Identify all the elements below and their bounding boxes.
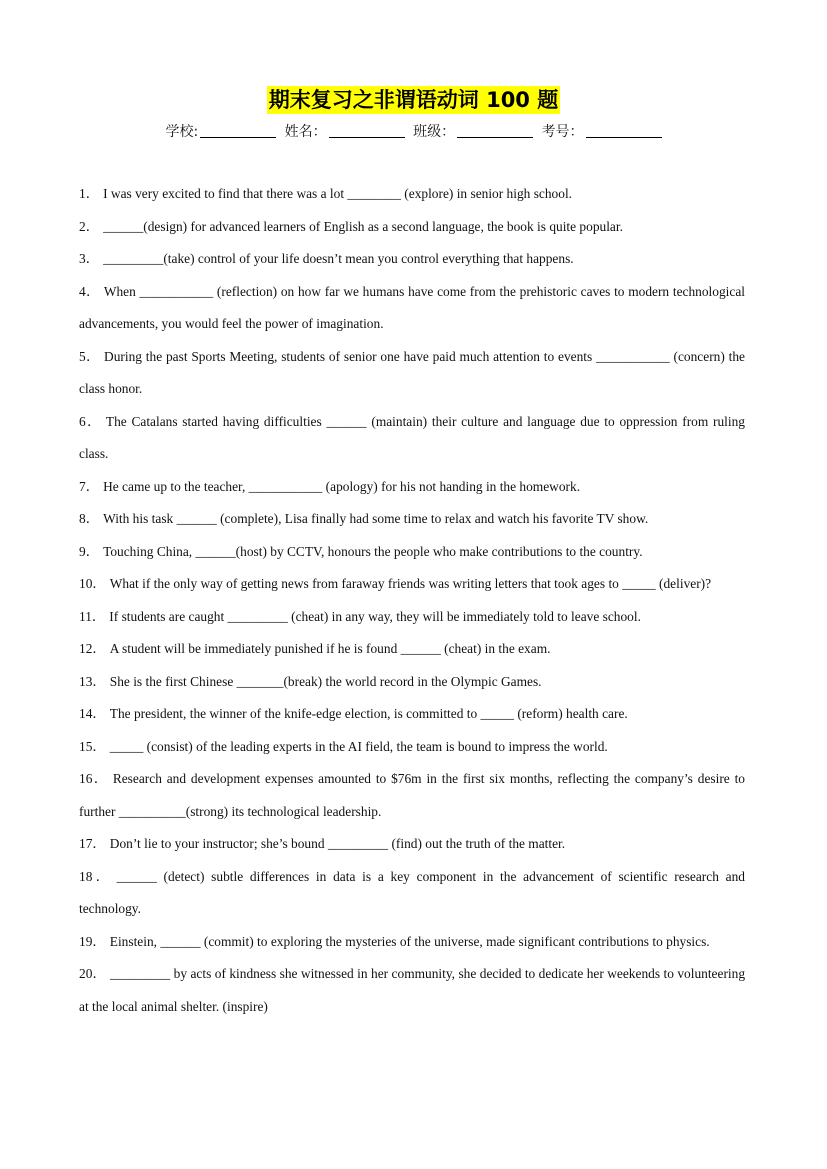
question-number: 2． bbox=[79, 218, 100, 234]
question-text: _________ by acts of kindness she witnessed in her community, she decided to dedicate her weekends to volunteering at the local animal shelter. (inspire) bbox=[79, 966, 746, 1014]
question-text: Don’t lie to your instructor; she’s bound _________ (find) out the truth of the matter. bbox=[109, 836, 566, 851]
exam-number-field bbox=[542, 122, 662, 142]
question-item bbox=[79, 698, 745, 731]
question-text: _____ (consist) of the leading experts in the AI field, the team is bound to impress the world. bbox=[109, 738, 608, 754]
question-item bbox=[79, 276, 745, 341]
question-number: 1． bbox=[79, 186, 100, 201]
question-text: Touching China, ______(host) by CCTV, honours the people who make contributions to the country. bbox=[103, 543, 643, 559]
question-number: 16． bbox=[79, 771, 109, 786]
question-item bbox=[79, 536, 745, 569]
question-number: 5． bbox=[79, 348, 101, 364]
question-list bbox=[79, 178, 745, 1023]
question-text: Research and development expenses amounted to $76m in the first six months, reflecting the company’s desire to further __________(strong) its technological leadership. bbox=[79, 771, 745, 819]
question-number: 19． bbox=[79, 933, 106, 949]
question-text: Einstein, ______ (commit) to exploring the mysteries of the universe, made significant contributions to physics. bbox=[109, 933, 710, 949]
question-number: 4． bbox=[79, 283, 100, 299]
question-number: 6． bbox=[79, 413, 102, 429]
question-number: 8． bbox=[79, 511, 100, 526]
name-label: 姓名： bbox=[284, 124, 327, 140]
question-number: 12． bbox=[79, 641, 106, 656]
title-wrap bbox=[0, 86, 827, 114]
question-item bbox=[79, 731, 745, 764]
question-text: The president, the winner of the knife-edge election, is committed to _____ (reform) health care. bbox=[109, 706, 628, 721]
question-text: _________(take) control of your life doesn’t mean you control everything that happens. bbox=[103, 251, 574, 266]
exam-number-label: 考号： bbox=[541, 124, 584, 140]
page-title: 期末复习之非谓语动词 100 题 bbox=[268, 88, 559, 112]
question-text: I was very excited to find that there was a lot ________ (explore) in senior high school. bbox=[103, 186, 573, 201]
question-item bbox=[79, 828, 745, 861]
exam-number-blank bbox=[586, 123, 662, 138]
question-number: 10． bbox=[79, 576, 106, 591]
question-number: 9． bbox=[79, 543, 100, 559]
school-label: 学校: bbox=[165, 124, 199, 140]
question-text: During the past Sports Meeting, students of senior one have paid much attention to events ___________ (concern) the class honor. bbox=[79, 348, 745, 396]
question-number: 11． bbox=[79, 608, 106, 624]
question-item bbox=[79, 341, 745, 406]
class-field bbox=[413, 122, 533, 142]
question-item bbox=[79, 211, 745, 244]
name-field bbox=[285, 122, 405, 142]
question-item bbox=[79, 406, 745, 471]
question-text: ______(design) for advanced learners of English as a second language, the book is quite popular. bbox=[103, 218, 623, 234]
question-item bbox=[79, 666, 745, 699]
question-text: He came up to the teacher, ___________ (apology) for his not handing in the homework. bbox=[103, 478, 581, 494]
question-item bbox=[79, 243, 745, 276]
question-text: A student will be immediately punished if he is found ______ (cheat) in the exam. bbox=[109, 641, 551, 656]
question-text: She is the first Chinese _______(break) the world record in the Olympic Games. bbox=[109, 673, 542, 689]
question-item bbox=[79, 958, 745, 1023]
question-text: When ___________ (reflection) on how far we humans have come from the prehistoric caves to modern technological advancements, you would feel the power of imagination. bbox=[79, 283, 745, 331]
question-item bbox=[79, 178, 745, 211]
question-item bbox=[79, 763, 745, 828]
question-number: 20． bbox=[79, 966, 106, 981]
question-item bbox=[79, 471, 745, 504]
question-number: 7． bbox=[79, 478, 100, 494]
class-blank bbox=[457, 123, 533, 138]
question-item bbox=[79, 861, 745, 926]
name-blank bbox=[329, 123, 405, 138]
question-number: 15． bbox=[79, 738, 106, 754]
question-text: If students are caught _________ (cheat) in any way, they will be immediately told to leave school. bbox=[109, 608, 641, 624]
question-text: What if the only way of getting news from faraway friends was writing letters that took ages to _____ (deliver)? bbox=[109, 576, 712, 591]
question-number: 3． bbox=[79, 251, 100, 266]
question-item bbox=[79, 568, 745, 601]
question-number: 13． bbox=[79, 673, 106, 689]
question-number: 14． bbox=[79, 706, 106, 721]
question-text: The Catalans started having difficulties ______ (maintain) their culture and language due to oppression from ruling class. bbox=[79, 413, 745, 461]
class-label: 班级： bbox=[413, 124, 456, 140]
question-item bbox=[79, 503, 745, 536]
question-text: ______ (detect) subtle differences in data is a key component in the advancement of scientific research and technology. bbox=[79, 868, 746, 916]
question-item bbox=[79, 601, 745, 634]
question-text: With his task ______ (complete), Lisa finally had some time to relax and watch his favorite TV show. bbox=[103, 511, 649, 526]
school-field bbox=[165, 122, 276, 142]
school-blank bbox=[200, 123, 276, 138]
question-number: 17． bbox=[79, 836, 106, 851]
question-item bbox=[79, 926, 745, 959]
student-info-line bbox=[0, 122, 827, 142]
question-number: 18． bbox=[79, 868, 113, 884]
question-item bbox=[79, 633, 745, 666]
